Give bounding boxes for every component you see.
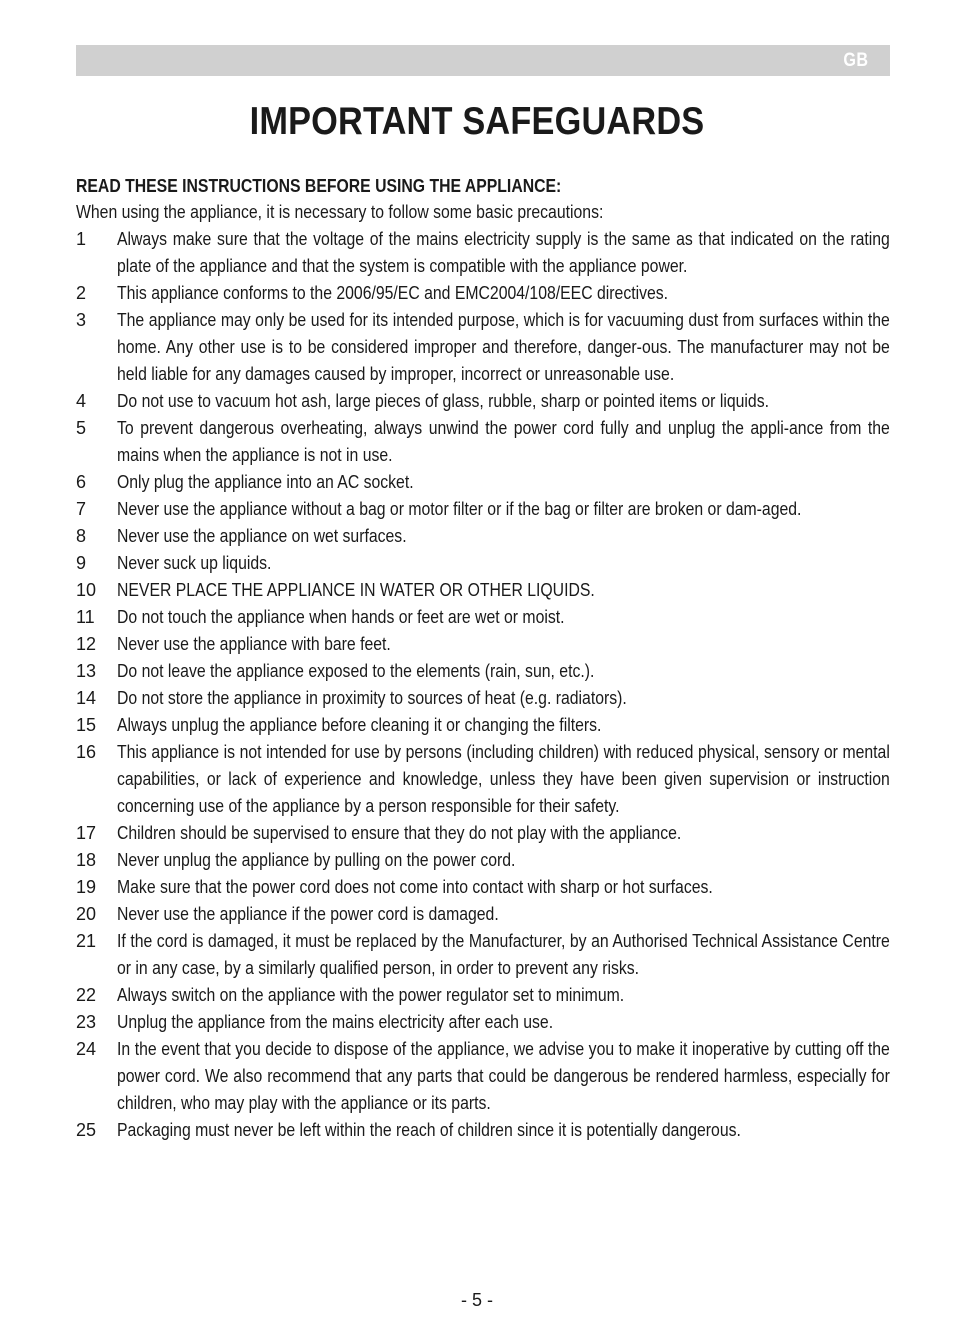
- item-text: Never use the appliance without a bag or motor filter or if the bag or filter are broken or dam-aged.: [117, 499, 802, 519]
- item-number: 23: [76, 1012, 97, 1032]
- item-text: This appliance is not intended for use by persons (including children) with reduced physical, sensory or mental capabilities, or lack of experience and knowledge, unless they have been given supervision or instruction concerning use of the appliance by a person responsible for their safety.: [117, 742, 890, 816]
- item-number: 8: [76, 526, 87, 546]
- list-item: [76, 631, 890, 658]
- item-number: 5: [76, 418, 87, 438]
- item-number: 1: [76, 229, 87, 249]
- list-item: [76, 523, 890, 550]
- list-item: [76, 1036, 890, 1117]
- item-number: 15: [76, 715, 97, 735]
- item-text: Make sure that the power cord does not come into contact with sharp or hot surfaces.: [117, 877, 713, 897]
- item-text: Unplug the appliance from the mains electricity after each use.: [117, 1012, 554, 1032]
- item-text: The appliance may only be used for its intended purpose, which is for vacuuming dust from surfaces within the home. Any other use is to be considered improper and therefore, danger-ous. The manufacturer may not be held liable for any damages caused by improper, incorrect or unreasonable use.: [117, 310, 890, 384]
- item-text: To prevent dangerous overheating, always unwind the power cord fully and unplug the appli-ance from the mains when the appliance is not in use.: [117, 418, 890, 465]
- list-item: [76, 280, 890, 307]
- item-number: 9: [76, 553, 87, 573]
- item-text: Only plug the appliance into an AC socket.: [117, 472, 414, 492]
- item-text: Never use the appliance if the power cord is damaged.: [117, 904, 499, 924]
- item-number: 16: [76, 742, 97, 762]
- list-item: [76, 415, 890, 469]
- item-number: 20: [76, 904, 97, 924]
- list-item: [76, 982, 890, 1009]
- list-item: [76, 1009, 890, 1036]
- item-number: 14: [76, 688, 97, 708]
- document-body: [76, 174, 890, 1144]
- language-header-bar: [76, 45, 890, 76]
- item-text: Children should be supervised to ensure that they do not play with the appliance.: [117, 823, 682, 843]
- list-item: [76, 901, 890, 928]
- item-number: 7: [76, 499, 87, 519]
- item-text: If the cord is damaged, it must be replaced by the Manufacturer, by an Authorised Technical Assistance Centre or in any case, by a similarly qualified person, in order to prevent any risks.: [117, 931, 890, 978]
- list-item: [76, 496, 890, 523]
- item-text: Do not store the appliance in proximity to sources of heat (e.g. radiators).: [117, 688, 627, 708]
- list-item: [76, 685, 890, 712]
- item-number: 10: [76, 580, 97, 600]
- item-number: 24: [76, 1039, 97, 1059]
- page-number: - 5 -: [460, 1290, 493, 1310]
- item-number: 25: [76, 1120, 97, 1140]
- item-number: 12: [76, 634, 97, 654]
- item-number: 2: [76, 283, 87, 303]
- item-number: 6: [76, 472, 87, 492]
- list-item: [76, 226, 890, 280]
- item-text: NEVER PLACE THE APPLIANCE IN WATER OR OTHER LIQUIDS.: [117, 580, 595, 600]
- section-subheading: READ THESE INSTRUCTIONS BEFORE USING THE APPLIANCE:: [76, 176, 562, 196]
- item-text: Never suck up liquids.: [117, 553, 272, 573]
- page-title: IMPORTANT SAFEGUARDS: [249, 100, 705, 143]
- item-number: 22: [76, 985, 97, 1005]
- item-text: Always unplug the appliance before cleaning it or changing the filters.: [117, 715, 602, 735]
- item-text: Packaging must never be left within the reach of children since it is potentially dangerous.: [117, 1120, 741, 1140]
- intro-paragraph: When using the appliance, it is necessary to follow some basic precautions:: [76, 202, 604, 222]
- item-number: 19: [76, 877, 97, 897]
- list-item: [76, 1117, 890, 1144]
- item-text: This appliance conforms to the 2006/95/EC and EMC2004/108/EEC directives.: [117, 283, 669, 303]
- list-item: [76, 604, 890, 631]
- item-number: 11: [76, 607, 95, 627]
- list-item: [76, 550, 890, 577]
- list-item: [76, 577, 890, 604]
- list-item: [76, 739, 890, 820]
- list-item: [76, 820, 890, 847]
- safeguards-list: [76, 226, 890, 1144]
- item-text: Do not leave the appliance exposed to the elements (rain, sun, etc.).: [117, 661, 595, 681]
- item-number: 21: [76, 931, 97, 951]
- item-number: 3: [76, 310, 87, 330]
- item-text: Always make sure that the voltage of the mains electricity supply is the same as that indicated on the rating plate of the appliance and that the system is compatible with the appliance power.: [117, 229, 890, 276]
- item-text: Never unplug the appliance by pulling on the power cord.: [117, 850, 516, 870]
- list-item: [76, 928, 890, 982]
- list-item: [76, 307, 890, 388]
- language-code: GB: [842, 50, 868, 71]
- item-number: 17: [76, 823, 97, 843]
- item-text: In the event that you decide to dispose of the appliance, we advise you to make it inoperative by cutting off the power cord. We also recommend that any parts that could be dangerous be rendered harmless, especially for children, who may play with the appliance or its parts.: [117, 1039, 890, 1113]
- item-text: Always switch on the appliance with the power regulator set to minimum.: [117, 985, 625, 1005]
- list-item: [76, 712, 890, 739]
- item-text: Never use the appliance with bare feet.: [117, 634, 391, 654]
- list-item: [76, 658, 890, 685]
- item-text: Do not touch the appliance when hands or feet are wet or moist.: [117, 607, 565, 627]
- list-item: [76, 388, 890, 415]
- list-item: [76, 469, 890, 496]
- item-text: Do not use to vacuum hot ash, large pieces of glass, rubble, sharp or pointed items or liquids.: [117, 391, 769, 411]
- list-item: [76, 847, 890, 874]
- list-item: [76, 874, 890, 901]
- item-number: 4: [76, 391, 87, 411]
- item-text: Never use the appliance on wet surfaces.: [117, 526, 407, 546]
- item-number: 13: [76, 661, 97, 681]
- item-number: 18: [76, 850, 97, 870]
